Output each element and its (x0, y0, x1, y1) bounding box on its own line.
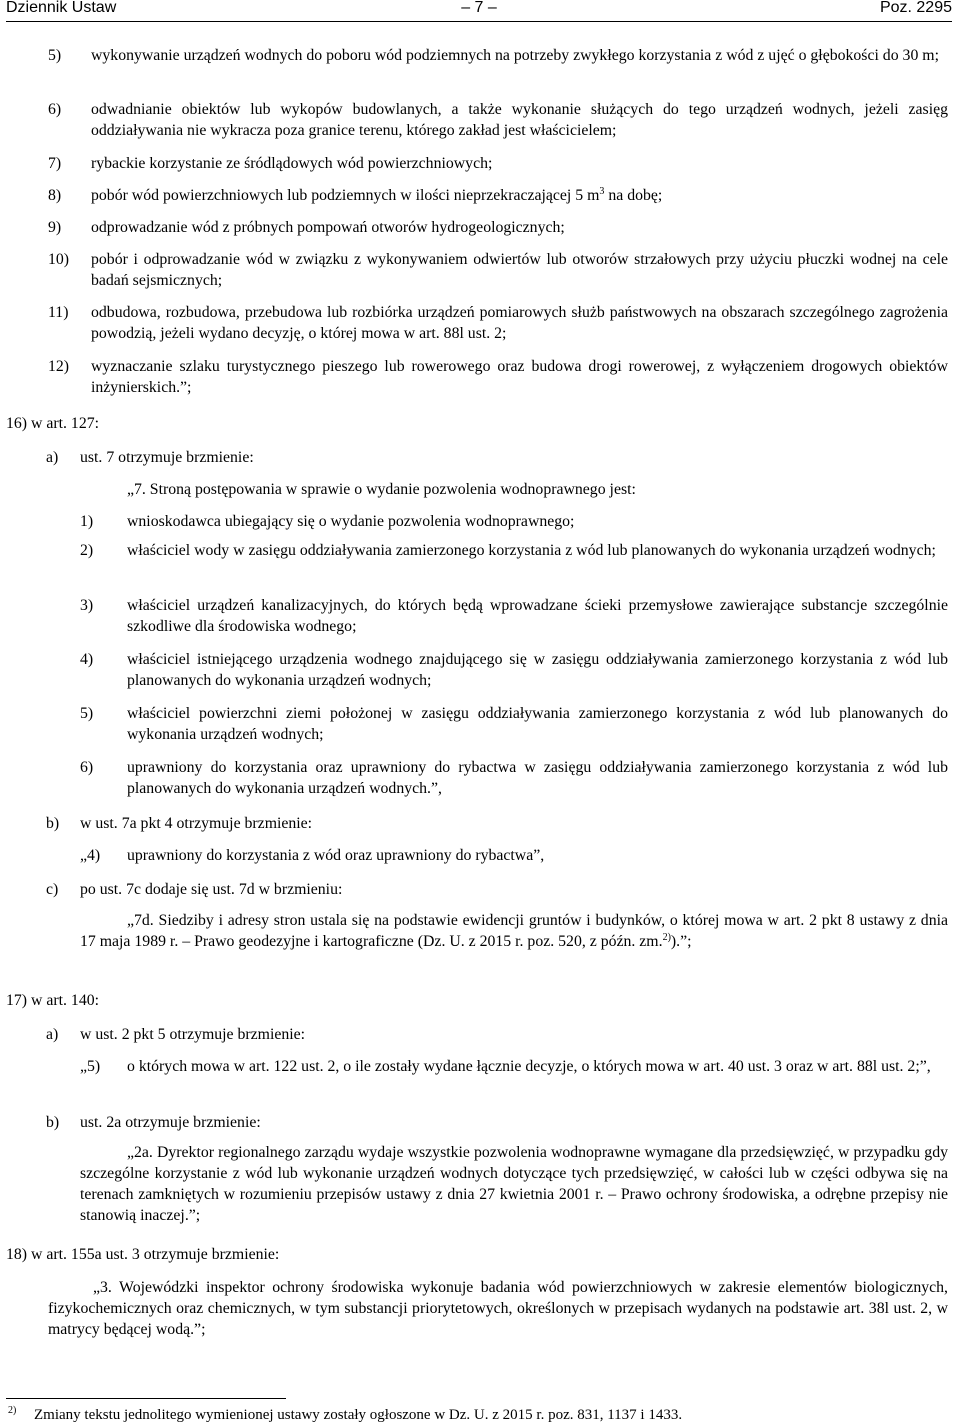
item-text: odprowadzanie wód z próbnych pompowań otworów hydrogeologicznych; (91, 219, 565, 236)
quote-text (80, 910, 948, 952)
journal-title: Dziennik Ustaw (6, 0, 117, 16)
quote-paragraph (48, 1277, 948, 1340)
quote-list-item (80, 540, 948, 561)
item-number: 4) (80, 651, 94, 668)
footnote-mark: 2) (8, 1405, 17, 1416)
item-text: uprawniony do korzystania oraz uprawniony do rybactwa w zasięgu oddziaływania zamierzonego korzystania z wód lub planowanych do wykonania urządzeń wodnych.”, (127, 759, 948, 797)
quote-list-item (80, 845, 948, 866)
quote-main-text: „7d. Siedziby i adresy stron ustala się na podstawie ewidencji gruntów i budynków, o której mowa w art. 2 pkt 8 ustawy z dnia 17 maja 1989 r. – Prawo geodezyjne i kartograficzne (Dz. U. z 2015 r. poz. 520, z późn. zm. (80, 912, 948, 950)
item-number: 2) (80, 542, 94, 559)
quote-paragraph (80, 910, 948, 952)
page-number: – 7 – (461, 0, 497, 16)
item-number: 10) (48, 251, 70, 268)
item-number: 5) (80, 705, 94, 722)
quote-list-item (80, 1056, 948, 1077)
item-text: wykonywanie urządzeń wodnych do poboru wód podziemnych na potrzeby zwykłego korzystania z wód z ujęć o głębokości do 30 m; (91, 47, 939, 64)
list-item (48, 249, 948, 291)
list-item (48, 356, 948, 398)
list-item (48, 99, 948, 141)
footnote-reference: 2) (662, 932, 671, 943)
sub-item-label: a) (46, 1026, 59, 1043)
sub-item (46, 447, 948, 468)
sub-item-text: ust. 7 otrzymuje brzmienie: (80, 449, 254, 466)
item-text: właściciel urządzeń kanalizacyjnych, do których będą wprowadzane ścieki przemysłowe zawierające substancje szczególnie szkodliwe dla środowiska wodnego; (127, 597, 948, 635)
item-number: 1) (80, 513, 94, 530)
quote-text: „3. Wojewódzki inspektor ochrony środowiska wykonuje badania wód powierzchniowych w zakresie elementów biologicznych, fizykochemicznych oraz chemicznych, w tym substancji priorytetowych, określonych w przepisach wydanych na podstawie art. 38l ust. 2, w matrycy będącej wodą.”; (48, 1279, 948, 1338)
sub-item-label: b) (46, 1114, 60, 1131)
sub-item-text: ust. 2a otrzymuje brzmienie: (80, 1114, 261, 1131)
footnote-text: Zmiany tekstu jednolitego wymienionej ustawy zostały ogłoszone w Dz. U. z 2015 r. poz. 831, 1137 i 1433. (34, 1407, 683, 1423)
sub-item-label: b) (46, 815, 60, 832)
section-heading: 18) w art. 155a ust. 3 otrzymuje brzmienie: (6, 1246, 280, 1263)
section-heading: 16) w art. 127: (6, 415, 100, 432)
quote-intro: „7. Stroną postępowania w sprawie o wydanie pozwolenia wodnoprawnego jest: (127, 481, 636, 498)
item-number: 12) (48, 358, 70, 375)
position-number: Poz. 2295 (879, 0, 952, 16)
item-text: odbudowa, rozbudowa, przebudowa lub rozbiórka urządzeń pomiarowych służb państwowych na obszarach szczególnego zagrożenia powodzią, jeżeli wydano decyzję, o której mowa w art. 88l ust. 2; (91, 304, 948, 342)
item-number: „4) (80, 847, 101, 864)
list-item (48, 45, 948, 66)
list-item (48, 217, 948, 238)
item-text: o których mowa w art. 122 ust. 2, o ile zostały wydane łącznie decyzje, o których mowa w art. 40 ust. 3 oraz w art. 88l ust. 2;”, (127, 1058, 931, 1075)
sub-item-label: a) (46, 449, 59, 466)
item-text: uprawniony do korzystania z wód oraz uprawniony do rybactwa”, (127, 847, 545, 864)
quote-paragraph (80, 1142, 948, 1226)
sub-item (46, 1112, 948, 1133)
quote-list-item (80, 649, 948, 691)
item-text (91, 185, 948, 206)
item-text: wyznaczanie szlaku turystycznego pieszego lub rowerowego oraz budowa drogi rowerowej, z wyłączeniem drogowych obiektów inżynierskich.”; (91, 358, 948, 396)
item-text-main: pobór wód powierzchniowych lub podziemnych w ilości nieprzekraczającej 5 m (91, 187, 600, 204)
item-number: 9) (48, 219, 62, 236)
page-header (6, 0, 952, 22)
item-number: 8) (48, 187, 62, 204)
item-text: rybackie korzystanie ze śródlądowych wód powierzchniowych; (91, 155, 493, 172)
quote-list-item (80, 757, 948, 799)
list-item (48, 153, 948, 174)
quote-tail-text: ).”; (670, 933, 692, 950)
quote-list-item (80, 703, 948, 745)
item-number: 6) (80, 759, 94, 776)
quote-list-item (80, 595, 948, 637)
quote-list-item (80, 511, 948, 532)
item-text: wnioskodawca ubiegający się o wydanie pozwolenia wodnoprawnego; (127, 513, 575, 530)
item-number: 7) (48, 155, 62, 172)
list-item (48, 185, 948, 206)
item-number: 6) (48, 101, 62, 118)
item-text: właściciel powierzchni ziemi położonej w zasięgu oddziaływania zamierzonego korzystania z wód lub planowanych do wykonania urządzeń wodnych; (127, 705, 948, 743)
superscript: 3 (599, 186, 605, 197)
item-number: „5) (80, 1058, 101, 1075)
item-number: 5) (48, 47, 62, 64)
sub-item-text: w ust. 2 pkt 5 otrzymuje brzmienie: (80, 1026, 306, 1043)
sub-item (46, 1024, 948, 1045)
list-item (48, 302, 948, 344)
sub-item (46, 813, 948, 834)
item-text-tail: na dobę; (604, 187, 663, 204)
sub-item-label: c) (46, 881, 59, 898)
sub-item (46, 879, 948, 900)
footnote-separator (6, 1398, 286, 1399)
sub-item-text: w ust. 7a pkt 4 otrzymuje brzmienie: (80, 815, 313, 832)
quote-text: „2a. Dyrektor regionalnego zarządu wydaje wszystkie pozwolenia wodnoprawne wymagane dla przedsięwzięć, w przypadku gdy szczególne korzystanie z wód lub wykonanie urządzeń wodnych dotyczące tych przedsięwzięć, w całości lub w części odbywa się na terenach zamkniętych w rozumieniu przepisów ustawy z dnia 27 kwietnia 2001 r. – Prawo ochrony środowiska, a odrębne przepisy nie stanowią inaczej.”; (80, 1144, 948, 1224)
item-text: pobór i odprowadzanie wód w związku z wykonywaniem odwiertów lub otworów strzałowych przy użyciu płuczki wodnej na cele badań sejsmicznych; (91, 251, 948, 289)
item-number: 11) (48, 304, 69, 321)
section-heading: 17) w art. 140: (6, 992, 100, 1009)
item-text: właściciel wody w zasięgu oddziaływania zamierzonego korzystania z wód lub planowanych do wykonania urządzeń wodnych; (127, 542, 936, 559)
item-text: właściciel istniejącego urządzenia wodnego znajdującego się w zasięgu oddziaływania zamierzonego korzystania z wód lub planowanych do wykonania urządzeń wodnych; (127, 651, 948, 689)
item-text: odwadnianie obiektów lub wykopów budowlanych, a także wykonanie służących do tego urządzeń wodnych, jeżeli zasięg oddziaływania nie wykracza poza granice terenu, którego zakład jest właścicielem; (91, 101, 948, 139)
sub-item-text: po ust. 7c dodaje się ust. 7d w brzmieniu: (80, 881, 343, 898)
item-number: 3) (80, 597, 94, 614)
